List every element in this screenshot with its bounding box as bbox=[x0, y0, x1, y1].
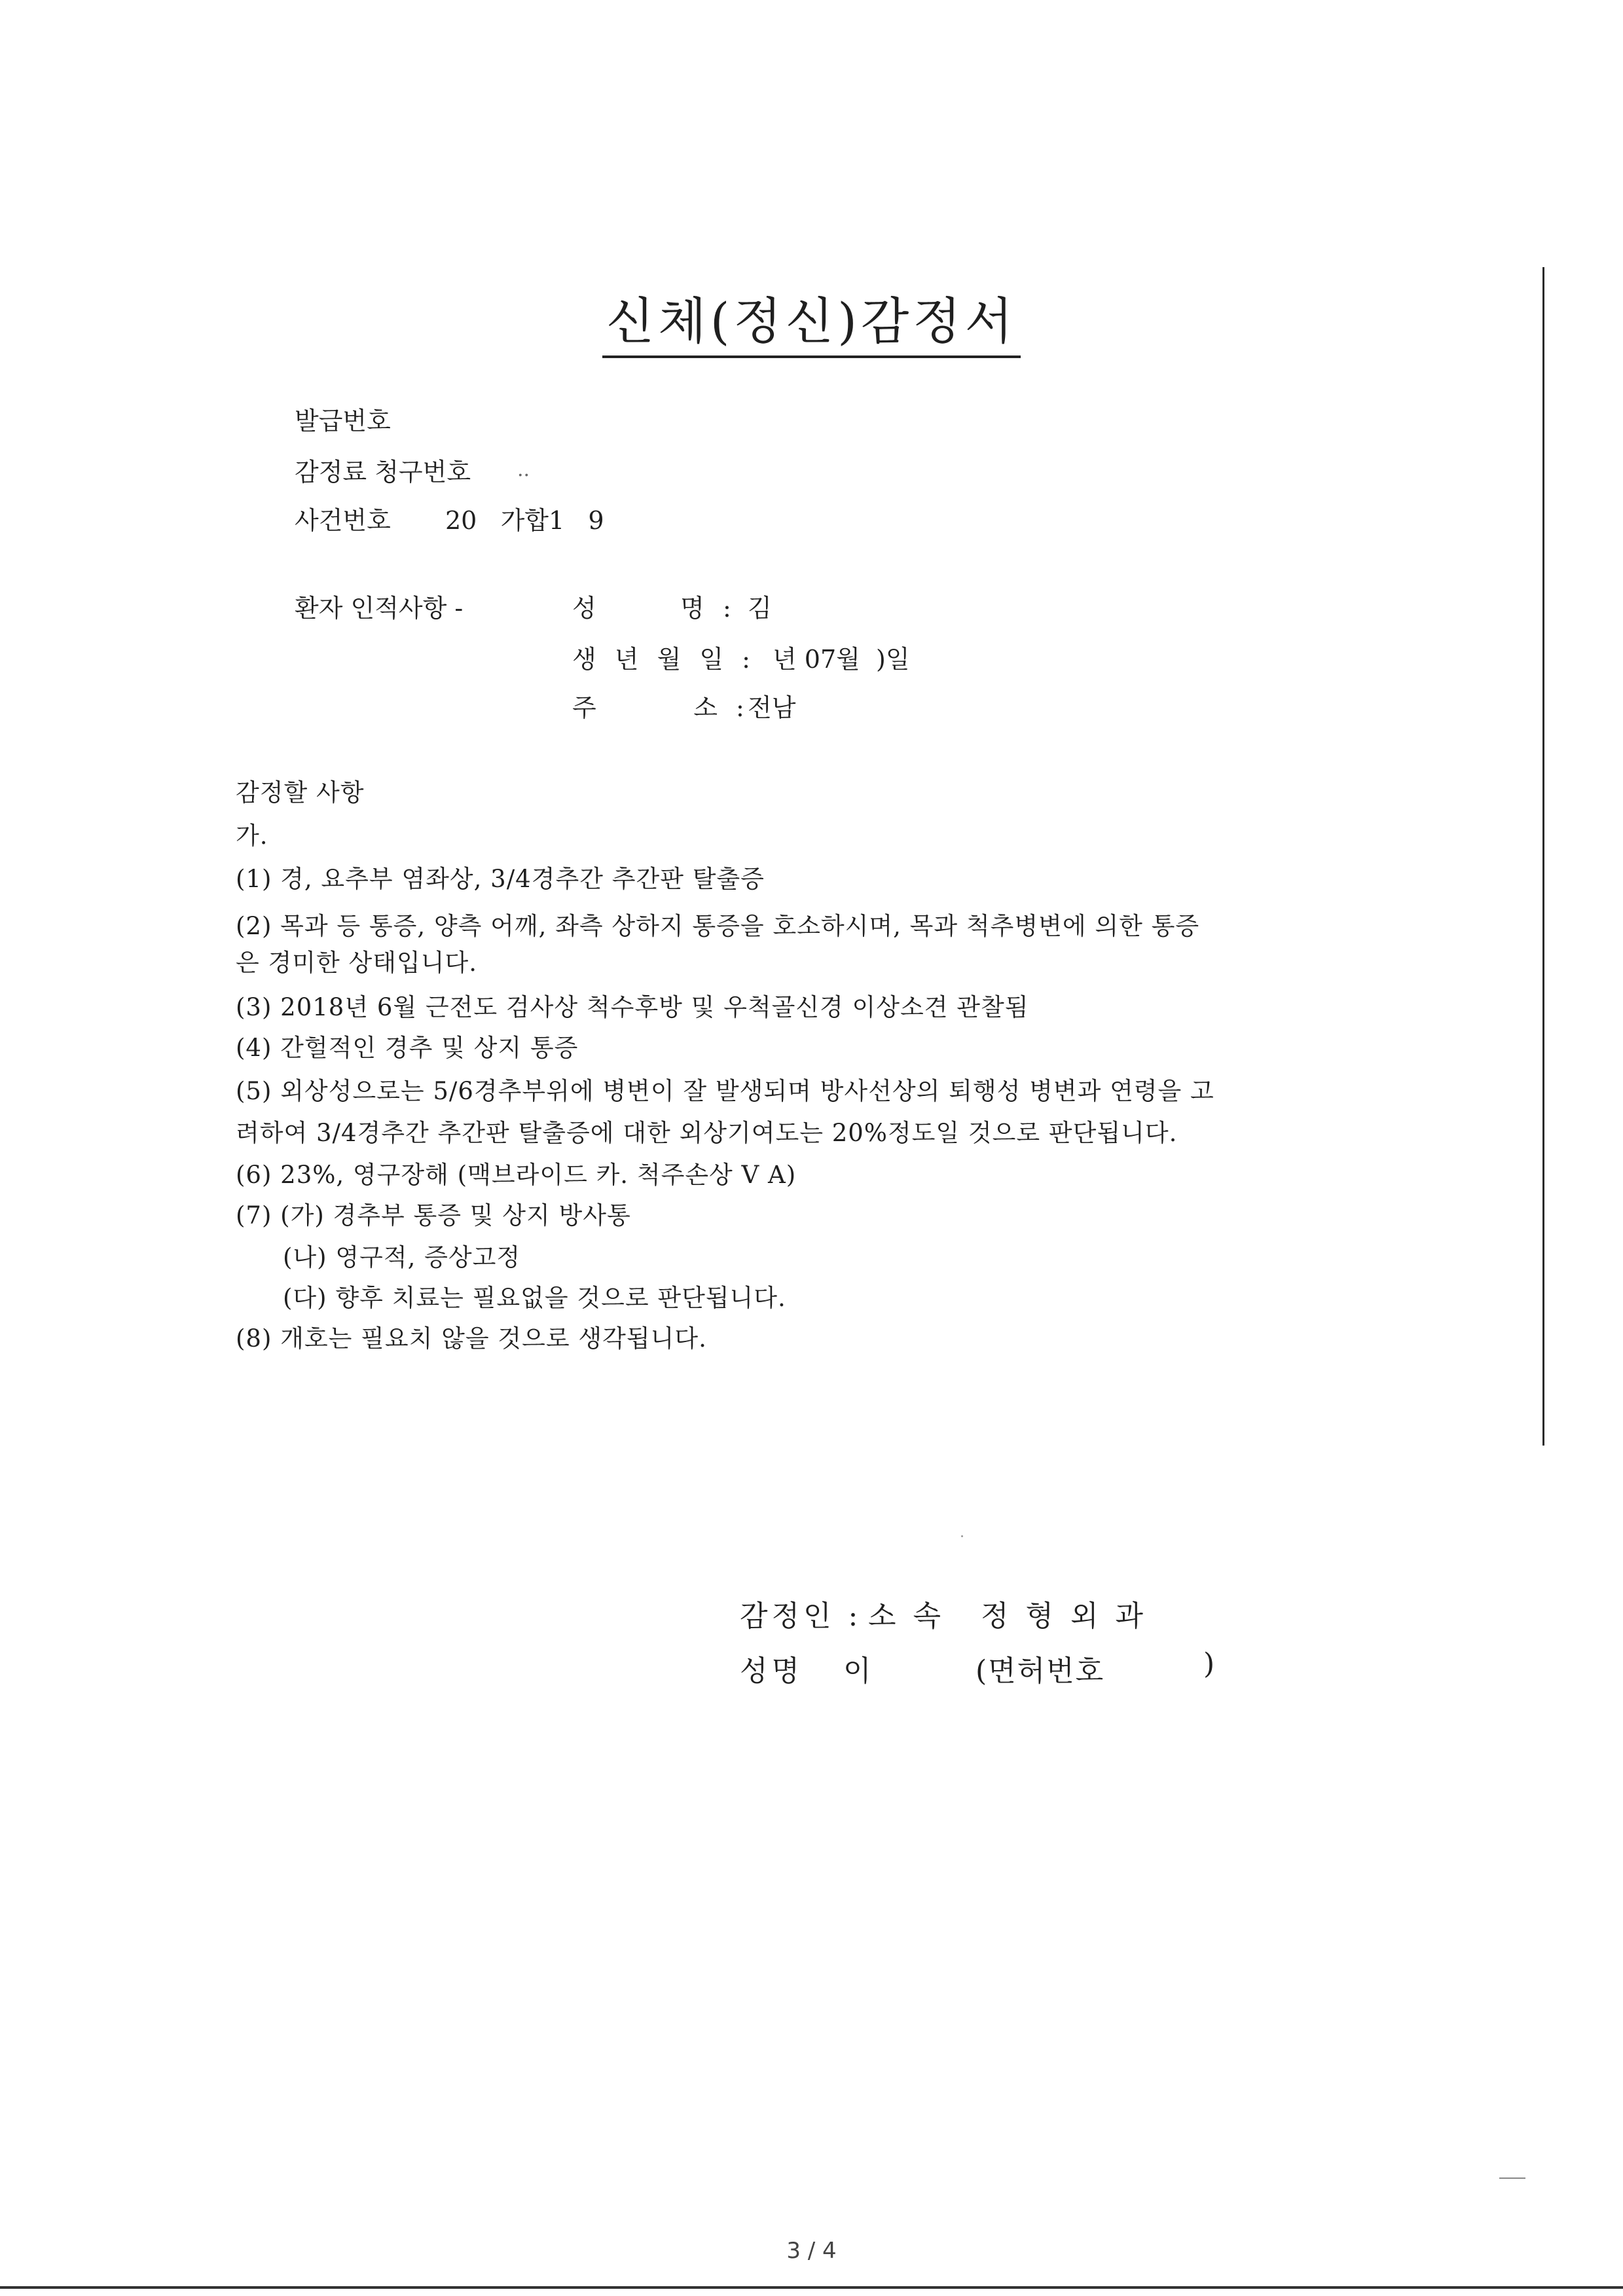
page-number: 3 / 4 bbox=[786, 2238, 837, 2264]
scan-speck bbox=[961, 1535, 963, 1537]
license-close: ) bbox=[1203, 1647, 1219, 1681]
signer-name-value: 이 bbox=[843, 1654, 875, 1688]
patient-birth-key: 생 년 월 일 : bbox=[572, 645, 756, 674]
item-line-2: (2) 목과 등 통증, 양측 어깨, 좌측 상하지 통증을 호소하시며, 목과 척추병변에 의한 통증 bbox=[236, 912, 1200, 940]
patient-address-key: 주 소 : bbox=[572, 693, 750, 722]
license-label: (면허번호 bbox=[976, 1654, 1105, 1688]
patient-address-value: 전남 bbox=[748, 693, 796, 722]
item-line-3: (3) 2018년 6월 근전도 검사상 척수후방 및 우척골신경 이상소견 관찰됨 bbox=[236, 993, 1029, 1021]
fee-claim-value: .. bbox=[517, 458, 530, 481]
item-line-6: (6) 23%, 영구장해 (맥브라이드 카. 척주손상 V A) bbox=[236, 1161, 797, 1189]
scan-bottom-line bbox=[0, 2286, 1623, 2289]
fee-claim-label: 감정료 청구번호 bbox=[295, 458, 471, 486]
item-line-2-cont: 은 경미한 상태입니다. bbox=[236, 949, 477, 977]
item-line-5: (5) 외상성으로는 5/6경추부위에 병변이 잘 발생되며 방사선상의 퇴행성 병변과 연령을 고 bbox=[236, 1077, 1214, 1105]
item-line-7-b: (나) 영구적, 증상고정 bbox=[283, 1243, 521, 1271]
examiner-label: 감정인 : bbox=[740, 1599, 862, 1633]
affiliation-label: 소 속 bbox=[868, 1599, 945, 1633]
items-sub-heading: 가. bbox=[236, 822, 268, 850]
scan-mark bbox=[1499, 2178, 1525, 2179]
item-line-7-c: (다) 향후 치료는 필요없을 것으로 판단됩니다. bbox=[283, 1284, 786, 1312]
document-title-text: 신체(정신)감정서 bbox=[602, 282, 1021, 358]
item-line-8: (8) 개호는 필요치 않을 것으로 생각됩니다. bbox=[236, 1324, 707, 1353]
affiliation-value: 정 형 외 과 bbox=[981, 1599, 1147, 1633]
patient-name-value: 김 bbox=[748, 594, 772, 623]
patient-name-key: 성 명 : bbox=[572, 594, 737, 623]
scan-edge-line bbox=[1542, 267, 1544, 1446]
item-line-1: (1) 경, 요추부 염좌상, 3/4경추간 추간판 탈출증 bbox=[236, 865, 765, 893]
item-line-5-cont: 려하여 3/4경추간 추간판 탈출증에 대한 외상기여도는 20%정도일 것으로 판단됩니다. bbox=[236, 1119, 1178, 1147]
case-number-label: 사건번호 bbox=[295, 506, 391, 535]
item-line-7: (7) (가) 경추부 통증 및 상지 방사통 bbox=[236, 1201, 631, 1230]
items-heading: 감정할 사항 bbox=[236, 778, 365, 807]
patient-section-label: 환자 인적사항 - bbox=[295, 594, 464, 623]
signer-name-label: 성명 bbox=[740, 1654, 804, 1688]
case-number-value: 20 가합1 9 bbox=[445, 506, 604, 535]
item-line-4: (4) 간헐적인 경추 및 상지 통증 bbox=[236, 1034, 579, 1062]
issue-number-label: 발급번호 bbox=[295, 407, 391, 435]
document-title bbox=[0, 282, 1623, 358]
patient-birth-value: 년 07월 )일 bbox=[773, 645, 910, 674]
